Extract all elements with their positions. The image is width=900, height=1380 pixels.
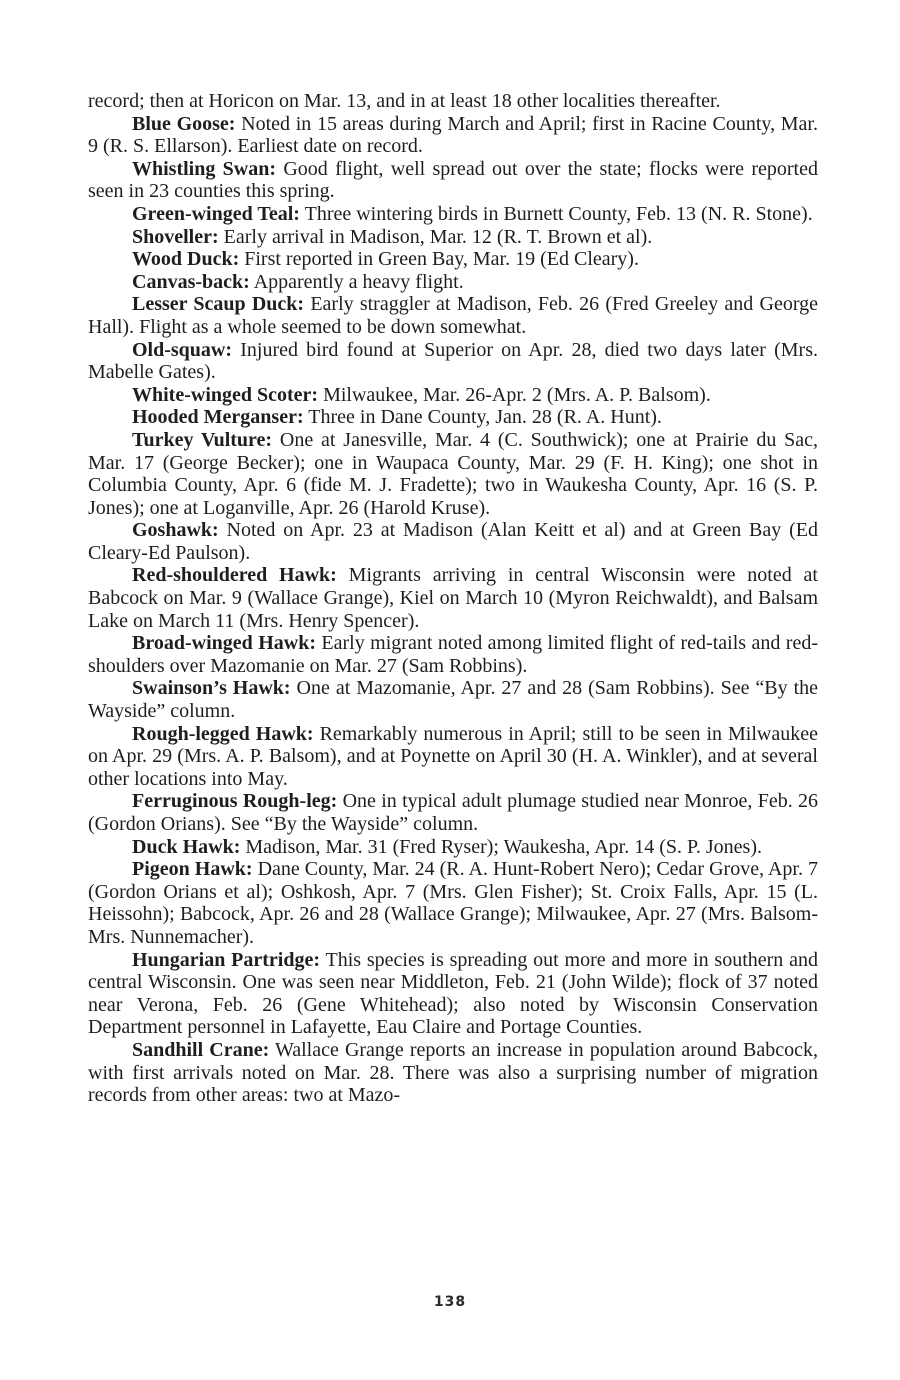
- species-name: Broad-winged Hawk:: [132, 632, 316, 655]
- entry-text: This species is spreading out more and more in southern and central Wisconsin. One was seen near Middleton, Feb. 21 (John Wilde); flock of 37 noted near Verona, Feb. 26 (Gene Whitehead); also noted by Wisconsin Conservation Department personnel in Lafayette, Eau Claire and Portage Counties.: [88, 948, 818, 1039]
- entry-text: Early migrant noted among limited flight of red-tails and red-shoulders over Mazomanie on Mar. 27 (Sam Robbins).: [88, 632, 818, 677]
- species-entry-whistling-swan: [88, 158, 818, 203]
- species-name: Red-shouldered Hawk:: [132, 564, 337, 587]
- entry-text: Three wintering birds in Burnett County, Feb. 13 (N. R. Stone).: [299, 202, 813, 225]
- entry-text: Wallace Grange reports an increase in population around Babcock, with first arrivals noted on Mar. 28. There was also a surprising number of migration records from other areas: two at Mazo-: [88, 1038, 818, 1107]
- document-body: [88, 90, 818, 1107]
- entry-text: Milwaukee, Mar. 26-Apr. 2 (Mrs. A. P. Balsom).: [318, 383, 711, 406]
- entry-text: One at Mazomanie, Apr. 27 and 28 (Sam Robbins). See “By the Wayside” column.: [88, 677, 819, 723]
- species-name: Green-winged Teal:: [132, 202, 300, 225]
- entry-text: One at Janesville, Mar. 4 (C. Southwick); one at Prairie du Sac, Mar. 17 (George Becker); one in Waupaca County, Mar. 29 (F. H. King); one shot in Columbia County, Apr. 6 (fide M. J. Fradette); two in Waukesha County, Apr. 16 (S. P. Jones); one at Loganville, Apr. 26 (Harold Kruse).: [88, 428, 819, 519]
- species-name: Whistling Swan:: [132, 157, 277, 180]
- entry-text: Early straggler at Madison, Feb. 26 (Fred Greeley and George Hall). Flight as a whole seemed to be down somewhat.: [88, 293, 818, 338]
- species-entry-broad-winged-hawk: [88, 632, 818, 677]
- species-entry-sandhill-crane: [88, 1039, 818, 1107]
- species-entry-blue-goose: [88, 113, 818, 158]
- entry-text: One in typical adult plumage studied near Monroe, Feb. 26 (Gordon Orians). See “By the Wayside” column.: [88, 790, 819, 835]
- species-entry-old-squaw: [88, 339, 818, 384]
- species-name: Blue Goose:: [132, 112, 236, 135]
- species-name: White-winged Scoter:: [132, 383, 319, 406]
- species-entry-ferruginous-rough-leg: [88, 790, 818, 835]
- species-name: Lesser Scaup Duck:: [132, 293, 305, 316]
- species-name: Duck Hawk:: [132, 835, 241, 858]
- species-entry-lesser-scaup-duck: [88, 293, 818, 338]
- entry-text: Injured bird found at Superior on Apr. 28, died two days later (Mrs. Mabelle Gates).: [88, 338, 818, 384]
- entry-text: First reported in Green Bay, Mar. 19 (Ed Cleary).: [239, 248, 639, 271]
- species-entry-green-winged-teal: [88, 203, 818, 226]
- species-name: Wood Duck:: [132, 248, 240, 271]
- species-entry-white-winged-scoter: [88, 384, 818, 407]
- entry-text: Remarkably numerous in April; still to be seen in Milwaukee on Apr. 29 (Mrs. A. P. Balsom), and at Poynette on April 30 (H. A. Winkler), and at several other locations into May.: [88, 722, 818, 790]
- species-entry-duck-hawk: [88, 836, 818, 859]
- species-entry-pigeon-hawk: [88, 858, 818, 948]
- species-name: Shoveller:: [132, 225, 219, 248]
- species-entry-hooded-merganser: [88, 406, 818, 429]
- species-entry-shoveller: [88, 226, 818, 249]
- species-name: Canvas-back:: [132, 270, 250, 293]
- species-entry-goshawk: [88, 519, 818, 564]
- species-entry-hungarian-partridge: [88, 949, 818, 1039]
- species-name: Old-squaw:: [132, 338, 233, 361]
- entry-text: Three in Dane County, Jan. 28 (R. A. Hunt).: [303, 406, 662, 429]
- paragraph-continuation: [88, 90, 818, 113]
- species-name: Pigeon Hawk:: [132, 858, 253, 881]
- entry-text: Migrants arriving in central Wisconsin were noted at Babcock on Mar. 9 (Wallace Grange), Kiel on March 10 (Myron Reichwaldt), and Balsam Lake on March 11 (Mrs. Henry Spencer).: [88, 564, 818, 632]
- page-number: 138: [433, 1294, 467, 1310]
- entry-text: Madison, Mar. 31 (Fred Ryser); Waukesha, Apr. 14 (S. P. Jones).: [240, 835, 762, 858]
- entry-text: Early arrival in Madison, Mar. 12 (R. T. Brown et al).: [218, 225, 653, 248]
- entry-text: Noted on Apr. 23 at Madison (Alan Keitt et al) and at Green Bay (Ed Cleary-Ed Paulson).: [88, 519, 818, 564]
- species-entry-wood-duck: [88, 248, 818, 271]
- species-name: Turkey Vulture:: [132, 428, 273, 451]
- species-name: Rough-legged Hawk:: [132, 722, 314, 745]
- entry-text: Noted in 15 areas during March and April; first in Racine County, Mar. 9 (R. S. Ellarson). Earliest date on record.: [88, 112, 818, 158]
- species-name: Swainson’s Hawk:: [132, 677, 291, 700]
- species-entry-rough-legged-hawk: [88, 723, 818, 791]
- species-name: Hungarian Partridge:: [132, 948, 321, 971]
- species-entry-canvas-back: [88, 271, 818, 294]
- paragraph-text: record; then at Horicon on Mar. 13, and in at least 18 other localities thereafter.: [88, 90, 721, 112]
- species-name: Goshawk:: [132, 519, 219, 542]
- species-entry-turkey-vulture: [88, 429, 818, 519]
- species-entry-red-shouldered-hawk: [88, 564, 818, 632]
- species-name: Hooded Merganser:: [132, 406, 304, 429]
- entry-text: Good flight, well spread out over the state; flocks were reported seen in 23 counties this spring.: [88, 157, 818, 203]
- species-entry-swainsons-hawk: [88, 677, 818, 722]
- species-name: Ferruginous Rough-leg:: [132, 790, 338, 813]
- entry-text: Apparently a heavy flight.: [249, 270, 464, 293]
- species-name: Sandhill Crane:: [132, 1038, 270, 1061]
- entry-text: Dane County, Mar. 24 (R. A. Hunt-Robert Nero); Cedar Grove, Apr. 7 (Gordon Orians et al); Oshkosh, Apr. 7 (Mrs. Glen Fisher); St. Croix Falls, Apr. 15 (L. Heissohn); Babcock, Apr. 26 and 28 (Wallace Grange); Milwaukee, Apr. 27 (Mrs. Balsom-Mrs. Nunnemacher).: [88, 858, 818, 948]
